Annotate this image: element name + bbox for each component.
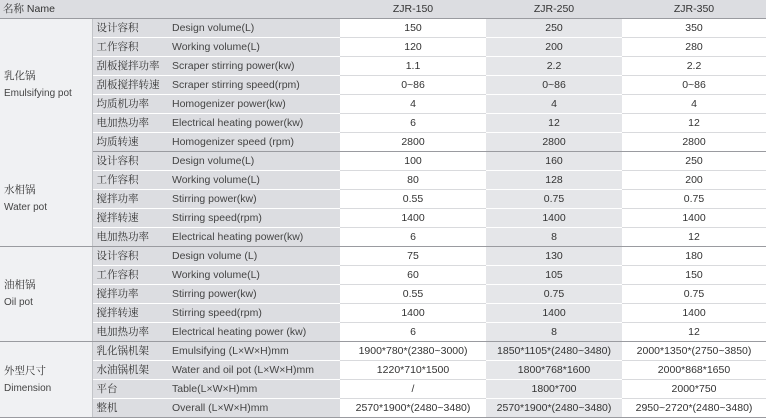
value-cell: 8 (486, 228, 622, 247)
param-cn: 搅拌转速 (92, 209, 168, 228)
value-cell: 1400 (622, 209, 766, 228)
param-en: Electrical heating power (kw) (168, 323, 340, 342)
group-label-cn: 水相锅 (4, 183, 36, 196)
value-cell: 2.2 (622, 57, 766, 76)
value-cell: 1900*780*(2380~3000) (340, 342, 486, 361)
group-label-dimension (0, 342, 92, 418)
group-label-cn: 油相锅 (4, 279, 36, 291)
value-cell: 4 (622, 95, 766, 114)
param-cn: 搅拌功率 (92, 285, 168, 304)
value-cell: 80 (340, 171, 486, 190)
header-row (0, 0, 766, 19)
table-row (0, 323, 766, 342)
value-cell: 12 (486, 114, 622, 133)
value-cell: 1220*710*1500 (340, 361, 486, 380)
table-row (0, 133, 766, 152)
model-header-2: ZJR-250 (486, 0, 622, 19)
value-cell: / (340, 380, 486, 399)
param-en: Electrical heating power(kw) (168, 114, 340, 133)
value-cell: 1800*700 (486, 380, 622, 399)
table-row (0, 399, 766, 418)
param-cn: 平台 (92, 380, 168, 399)
value-cell: 1400 (340, 209, 486, 228)
param-cn: 电加热功率 (92, 114, 168, 133)
value-cell: 105 (486, 266, 622, 285)
value-cell: 75 (340, 247, 486, 266)
param-en: Stirring speed(rpm) (168, 209, 340, 228)
value-cell: 1.1 (340, 57, 486, 76)
value-cell: 150 (622, 266, 766, 285)
param-en: Working volume(L) (168, 38, 340, 57)
table-row (0, 57, 766, 76)
value-cell: 120 (340, 38, 486, 57)
value-cell: 0.75 (486, 190, 622, 209)
param-en: Working volume(L) (168, 266, 340, 285)
value-cell: 0.75 (486, 285, 622, 304)
param-cn: 搅拌功率 (92, 190, 168, 209)
value-cell: 0~86 (622, 76, 766, 95)
value-cell: 128 (486, 171, 622, 190)
table-row (0, 95, 766, 114)
param-cn: 乳化锅机架 (92, 342, 168, 361)
param-cn: 工作容积 (92, 171, 168, 190)
param-cn: 工作容积 (92, 266, 168, 285)
model-header-1: ZJR-150 (340, 0, 486, 19)
value-cell: 8 (486, 323, 622, 342)
param-cn: 设计容积 (92, 19, 168, 38)
param-en: Scraper stirring power(kw) (168, 57, 340, 76)
table-row (0, 209, 766, 228)
value-cell: 250 (622, 152, 766, 171)
table-row (0, 361, 766, 380)
table-row (0, 228, 766, 247)
param-en: Stirring power(kw) (168, 285, 340, 304)
table-row (0, 304, 766, 323)
value-cell: 1850*1105*(2480~3480) (486, 342, 622, 361)
value-cell: 2800 (486, 133, 622, 152)
value-cell: 350 (622, 19, 766, 38)
group-label-cn: 乳化锅 (4, 70, 36, 83)
group-label-emulsifying (0, 19, 92, 152)
value-cell: 4 (486, 95, 622, 114)
table-row (0, 247, 766, 266)
value-cell: 6 (340, 114, 486, 133)
value-cell: 6 (340, 323, 486, 342)
value-cell: 2800 (622, 133, 766, 152)
param-en: Homogenizer power(kw) (168, 95, 340, 114)
param-en: Stirring speed(rpm) (168, 304, 340, 323)
value-cell: 280 (622, 38, 766, 57)
value-cell: 130 (486, 247, 622, 266)
value-cell: 100 (340, 152, 486, 171)
table-row (0, 380, 766, 399)
value-cell: 0.55 (340, 190, 486, 209)
model-header-3: ZJR-350 (622, 0, 766, 19)
param-en: Table(L×W×H)mm (168, 380, 340, 399)
value-cell: 2000*868*1650 (622, 361, 766, 380)
value-cell: 0~86 (486, 76, 622, 95)
value-cell: 0.75 (622, 190, 766, 209)
table-row (0, 114, 766, 133)
param-cn: 设计容积 (92, 152, 168, 171)
table-row (0, 190, 766, 209)
value-cell: 200 (622, 171, 766, 190)
name-header: 名称 Name (0, 0, 340, 19)
param-en: Scraper stirring speed(rpm) (168, 76, 340, 95)
value-cell: 12 (622, 228, 766, 247)
value-cell: 1400 (486, 304, 622, 323)
param-en: Working volume(L) (168, 171, 340, 190)
table-row (0, 171, 766, 190)
param-en: Design volume(L) (168, 152, 340, 171)
value-cell: 4 (340, 95, 486, 114)
param-cn: 整机 (92, 399, 168, 418)
value-cell: 0~86 (340, 76, 486, 95)
value-cell: 160 (486, 152, 622, 171)
param-en: Design volume (L) (168, 247, 340, 266)
value-cell: 6 (340, 228, 486, 247)
table-row (0, 76, 766, 95)
value-cell: 2000*750 (622, 380, 766, 399)
param-cn: 刮板搅拌转速 (92, 76, 168, 95)
param-cn: 电加热功率 (92, 323, 168, 342)
param-cn: 设计容积 (92, 247, 168, 266)
param-cn: 均质转速 (92, 133, 168, 152)
value-cell: 2.2 (486, 57, 622, 76)
param-cn: 水油锅机架 (92, 361, 168, 380)
value-cell: 1400 (486, 209, 622, 228)
value-cell: 1800*768*1600 (486, 361, 622, 380)
param-cn: 工作容积 (92, 38, 168, 57)
value-cell: 12 (622, 114, 766, 133)
param-cn: 刮板搅拌功率 (92, 57, 168, 76)
value-cell: 1400 (622, 304, 766, 323)
table-row (0, 285, 766, 304)
param-en: Homogenizer speed (rpm) (168, 133, 340, 152)
value-cell: 2570*1900*(2480~3480) (340, 399, 486, 418)
table-row (0, 342, 766, 361)
param-en: Design volume(L) (168, 19, 340, 38)
value-cell: 0.55 (340, 285, 486, 304)
param-cn: 电加热功率 (92, 228, 168, 247)
value-cell: 180 (622, 247, 766, 266)
value-cell: 150 (340, 19, 486, 38)
param-en: Overall (L×W×H)mm (168, 399, 340, 418)
table-row (0, 19, 766, 38)
param-en: Stirring power(kw) (168, 190, 340, 209)
group-label-water (0, 152, 92, 247)
group-label-en: Dimension (4, 382, 52, 394)
param-en: Water and oil pot (L×W×H)mm (168, 361, 340, 380)
value-cell: 60 (340, 266, 486, 285)
value-cell: 1400 (340, 304, 486, 323)
table-row (0, 38, 766, 57)
value-cell: 2000*1350*(2750~3850) (622, 342, 766, 361)
value-cell: 200 (486, 38, 622, 57)
value-cell: 2570*1900*(2480~3480) (486, 399, 622, 418)
group-label-en: Emulsifying pot (4, 88, 72, 100)
value-cell: 0.75 (622, 285, 766, 304)
param-en: Electrical heating power(kw) (168, 228, 340, 247)
table-row (0, 152, 766, 171)
table-row (0, 266, 766, 285)
group-label-en: Oil pot (4, 297, 33, 308)
value-cell: 250 (486, 19, 622, 38)
value-cell: 2950~2720*(2480~3480) (622, 399, 766, 418)
group-label-en: Water pot (4, 201, 47, 213)
param-cn: 搅拌转速 (92, 304, 168, 323)
param-cn: 均质机功率 (92, 95, 168, 114)
param-en: Emulsifying (L×W×H)mm (168, 342, 340, 361)
value-cell: 2800 (340, 133, 486, 152)
group-label-cn: 外型尺寸 (4, 364, 46, 377)
value-cell: 12 (622, 323, 766, 342)
group-label-oil (0, 247, 92, 342)
